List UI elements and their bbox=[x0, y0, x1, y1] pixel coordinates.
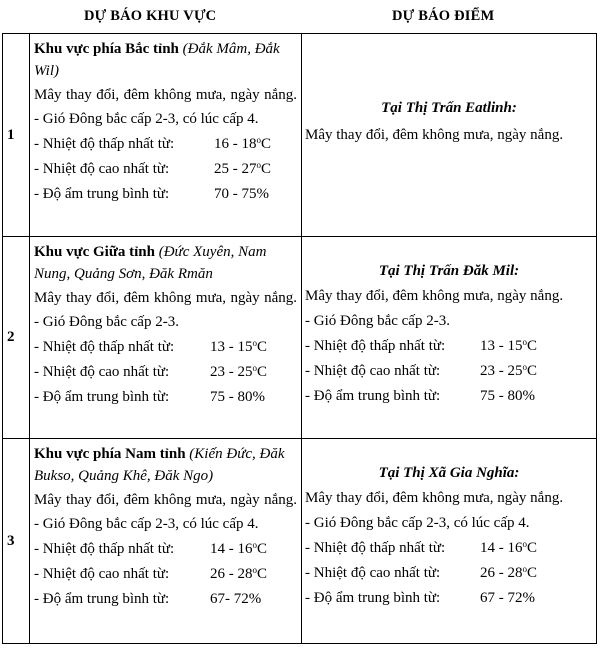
point-title: Tại Thị Trấn Đăk Mil: bbox=[378, 263, 520, 279]
min-temp-line bbox=[34, 132, 297, 157]
point-max-temp-line bbox=[305, 359, 593, 384]
min-temp-value: 16 - 18$^o$C bbox=[214, 135, 272, 152]
row-index: 1 bbox=[3, 34, 30, 237]
point-humidity-line bbox=[305, 586, 593, 611]
point-min-temp-value: 14 - 16$^o$C bbox=[480, 539, 538, 556]
row-index: 3 bbox=[3, 439, 30, 644]
point-cell bbox=[302, 237, 597, 439]
region-cell bbox=[30, 237, 302, 439]
humidity-label: - Độ ẩm trung bình từ: bbox=[34, 389, 170, 405]
region-title: Khu vực phía Bắc tỉnh bbox=[34, 41, 179, 57]
point-cell bbox=[302, 439, 597, 644]
region-places: (Kiến Đức, Đăk Bukso, Quảng Khê, Đăk Ngo) bbox=[34, 446, 285, 484]
min-temp-value: 14 - 16$^o$C bbox=[210, 540, 268, 557]
point-forecast-heading: DỰ BÁO ĐIỂM bbox=[392, 8, 495, 24]
max-temp-value: 26 - 28$^o$C bbox=[210, 565, 268, 582]
point-max-temp-value: 26 - 28$^o$C bbox=[480, 564, 538, 581]
region-title-block bbox=[34, 38, 297, 82]
min-temp-line bbox=[34, 335, 297, 360]
point-max-temp-label: - Nhiệt độ cao nhất từ: bbox=[305, 363, 441, 379]
region-title-block bbox=[34, 443, 297, 487]
forecast-table bbox=[2, 33, 597, 644]
region-places: (Đắk Mâm, Đắk Wil) bbox=[34, 41, 280, 79]
region-title-block bbox=[34, 241, 297, 285]
min-temp-value: 13 - 15$^o$C bbox=[210, 338, 268, 355]
point-min-temp-line bbox=[305, 536, 593, 561]
point-min-temp-value: 13 - 15$^o$C bbox=[480, 337, 538, 354]
region-cell bbox=[30, 439, 302, 644]
humidity-value: 75 - 80% bbox=[210, 389, 265, 405]
min-temp-label: - Nhiệt độ thấp nhất từ: bbox=[34, 136, 175, 152]
row-index: 2 bbox=[3, 237, 30, 439]
region-wind: - Gió Đông bắc cấp 2-3. bbox=[34, 314, 179, 330]
point-min-temp-label: - Nhiệt độ thấp nhất từ: bbox=[305, 540, 446, 556]
humidity-line bbox=[34, 385, 297, 410]
point-humidity-line bbox=[305, 384, 593, 409]
point-title: Tại Thị Trấn Eatlinh: bbox=[381, 100, 517, 116]
min-temp-line bbox=[34, 537, 297, 562]
region-wind: - Gió Đông bắc cấp 2-3, có lúc cấp 4. bbox=[34, 516, 259, 532]
point-humidity-value: 67 - 72% bbox=[480, 590, 535, 606]
point-max-temp-line bbox=[305, 561, 593, 586]
point-min-temp-line bbox=[305, 334, 593, 359]
region-wind: - Gió Đông bắc cấp 2-3, có lúc cấp 4. bbox=[34, 111, 259, 127]
point-humidity-label: - Độ ẩm trung bình từ: bbox=[305, 590, 441, 606]
max-temp-value: 23 - 25$^o$C bbox=[210, 363, 268, 380]
point-cell bbox=[302, 34, 597, 237]
point-humidity-label: - Độ ẩm trung bình từ: bbox=[305, 388, 441, 404]
region-title: Khu vực Giữa tỉnh bbox=[34, 244, 155, 260]
region-places: (Đức Xuyên, Nam Nung, Quảng Sơn, Đăk Rmăn bbox=[34, 244, 267, 282]
point-humidity-value: 75 - 80% bbox=[480, 388, 535, 404]
table-row bbox=[3, 439, 597, 644]
humidity-label: - Độ ẩm trung bình từ: bbox=[34, 591, 170, 607]
point-max-temp-label: - Nhiệt độ cao nhất từ: bbox=[305, 565, 441, 581]
max-temp-label: - Nhiệt độ cao nhất từ: bbox=[34, 566, 170, 582]
region-desc: Mây thay đổi, đêm không mưa, ngày nắng. bbox=[34, 492, 297, 508]
table-row bbox=[3, 34, 597, 237]
max-temp-label: - Nhiệt độ cao nhất từ: bbox=[34, 364, 170, 380]
humidity-label: - Độ ẩm trung bình từ: bbox=[34, 186, 170, 202]
max-temp-value: 25 - 27$^o$C bbox=[214, 160, 272, 177]
point-max-temp-value: 23 - 25$^o$C bbox=[480, 362, 538, 379]
table-header bbox=[0, 0, 600, 33]
point-desc: Mây thay đổi, đêm không mưa, ngày nắng. bbox=[305, 288, 564, 304]
point-title: Tại Thị Xã Gia Nghĩa: bbox=[378, 465, 520, 481]
region-cell bbox=[30, 34, 302, 237]
humidity-value: 67- 72% bbox=[210, 591, 262, 607]
region-forecast-heading: DỰ BÁO KHU VỰC bbox=[84, 8, 217, 24]
point-desc: Mây thay đổi, đêm không mưa, ngày nắng. bbox=[305, 127, 564, 143]
humidity-value: 70 - 75% bbox=[214, 186, 269, 202]
region-title: Khu vực phía Nam tỉnh bbox=[34, 446, 186, 462]
point-desc: Mây thay đổi, đêm không mưa, ngày nắng. bbox=[305, 490, 564, 506]
region-desc: Mây thay đổi, đêm không mưa, ngày nắng. bbox=[34, 87, 297, 103]
min-temp-label: - Nhiệt độ thấp nhất từ: bbox=[34, 339, 175, 355]
max-temp-line bbox=[34, 157, 297, 182]
point-wind: - Gió Đông bắc cấp 2-3, có lúc cấp 4. bbox=[305, 515, 530, 531]
point-min-temp-label: - Nhiệt độ thấp nhất từ: bbox=[305, 338, 446, 354]
humidity-line bbox=[34, 182, 297, 207]
point-wind: - Gió Đông bắc cấp 2-3. bbox=[305, 313, 450, 329]
max-temp-line bbox=[34, 360, 297, 385]
min-temp-label: - Nhiệt độ thấp nhất từ: bbox=[34, 541, 175, 557]
max-temp-label: - Nhiệt độ cao nhất từ: bbox=[34, 161, 170, 177]
max-temp-line bbox=[34, 562, 297, 587]
region-desc: Mây thay đổi, đêm không mưa, ngày nắng. bbox=[34, 290, 297, 306]
table-row bbox=[3, 237, 597, 439]
humidity-line bbox=[34, 587, 297, 612]
